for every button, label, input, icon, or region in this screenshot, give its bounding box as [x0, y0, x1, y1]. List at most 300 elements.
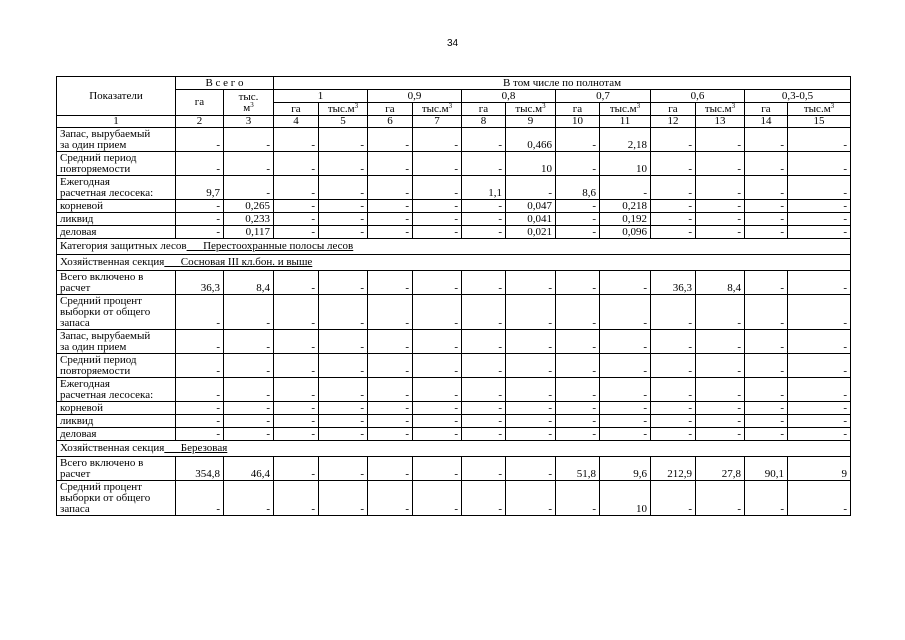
row-label: ликвид: [57, 213, 176, 226]
table-row: [57, 330, 851, 354]
cell-value: -: [600, 415, 651, 428]
subheader-volume: $тыс.м^3$: [600, 103, 651, 116]
cell-value: -: [745, 295, 788, 330]
page-number: 34: [446, 38, 459, 49]
row-label: Средний процент выборки от общего запаса: [57, 481, 176, 516]
subheader-volume: $тыс.м^3$: [319, 103, 368, 116]
cell-value: -: [651, 152, 696, 176]
cell-value: -: [745, 330, 788, 354]
cell-value: -: [274, 481, 319, 516]
cell-value: 51,8: [556, 457, 600, 481]
cell-value: -: [745, 354, 788, 378]
cell-value: -: [319, 295, 368, 330]
cell-value: -: [274, 378, 319, 402]
section-row: [57, 441, 851, 457]
cell-value: -: [462, 271, 506, 295]
cell-value: -: [506, 415, 556, 428]
cell-value: -: [176, 402, 224, 415]
cell-value: -: [745, 378, 788, 402]
cell-value: -: [413, 128, 462, 152]
cell-value: -: [696, 402, 745, 415]
cell-value: -: [462, 213, 506, 226]
cell-value: -: [745, 271, 788, 295]
cell-value: -: [368, 271, 413, 295]
cell-value: -: [319, 226, 368, 239]
column-number: 10: [556, 116, 600, 128]
cell-value: -: [274, 428, 319, 441]
cell-value: -: [696, 481, 745, 516]
column-number: 3: [224, 116, 274, 128]
density-group: 0,9: [368, 90, 462, 103]
cell-value: 354,8: [176, 457, 224, 481]
cell-value: -: [600, 330, 651, 354]
cell-value: -: [462, 402, 506, 415]
cell-value: -: [788, 330, 851, 354]
subheader-volume: $тыс.м^3$: [696, 103, 745, 116]
subheader-volume: $тыс.м^3$: [788, 103, 851, 116]
cell-value: -: [788, 402, 851, 415]
cell-value: -: [274, 354, 319, 378]
cell-value: -: [319, 428, 368, 441]
cell-value: -: [651, 330, 696, 354]
category-row-value: Перестоохранные полосы лесов: [203, 240, 354, 252]
cell-value: -: [556, 428, 600, 441]
cell-value: 36,3: [176, 271, 224, 295]
cell-value: -: [600, 354, 651, 378]
table-row: [57, 402, 851, 415]
table-body: [57, 128, 851, 516]
cell-value: -: [176, 200, 224, 213]
cell-value: -: [462, 152, 506, 176]
table-header: [57, 77, 851, 128]
cell-value: -: [556, 378, 600, 402]
cell-value: -: [368, 457, 413, 481]
cell-value: -: [319, 176, 368, 200]
cell-value: -: [413, 295, 462, 330]
cell-value: -: [745, 200, 788, 213]
cell-value: -: [368, 330, 413, 354]
cell-value: -: [745, 128, 788, 152]
column-number: 8: [462, 116, 506, 128]
column-number: 9: [506, 116, 556, 128]
row-label: Запас, вырубаемый за один прием: [57, 128, 176, 152]
cell-value: -: [224, 354, 274, 378]
cell-value: -: [600, 428, 651, 441]
cell-value: -: [788, 295, 851, 330]
cutting-area-table: [56, 76, 851, 516]
cell-value: -: [600, 271, 651, 295]
table-row: [57, 226, 851, 239]
table-row: [57, 378, 851, 402]
cell-value: -: [556, 226, 600, 239]
table-row: [57, 415, 851, 428]
cell-value: -: [176, 354, 224, 378]
cell-value: 212,9: [651, 457, 696, 481]
cell-value: 10: [600, 481, 651, 516]
cell-value: -: [224, 428, 274, 441]
cell-value: 0,233: [224, 213, 274, 226]
cell-value: -: [651, 428, 696, 441]
cell-value: -: [556, 330, 600, 354]
cell-value: -: [696, 330, 745, 354]
cell-value: -: [600, 378, 651, 402]
cell-value: -: [319, 354, 368, 378]
cell-value: -: [696, 378, 745, 402]
cell-value: 90,1: [745, 457, 788, 481]
cell-value: 10: [600, 152, 651, 176]
cell-value: -: [368, 152, 413, 176]
cell-value: -: [788, 378, 851, 402]
cell-value: 0,117: [224, 226, 274, 239]
cell-value: -: [413, 354, 462, 378]
column-number: 12: [651, 116, 696, 128]
column-number: 6: [368, 116, 413, 128]
cell-value: -: [651, 128, 696, 152]
cell-value: 0,047: [506, 200, 556, 213]
cell-value: -: [788, 428, 851, 441]
cell-value: -: [413, 402, 462, 415]
cell-value: -: [745, 226, 788, 239]
cell-value: -: [413, 428, 462, 441]
cell-value: -: [506, 295, 556, 330]
cell-value: -: [224, 128, 274, 152]
cell-value: -: [506, 402, 556, 415]
row-label: Ежегодная расчетная лесосека:: [57, 378, 176, 402]
cell-value: 9,6: [600, 457, 651, 481]
cell-value: -: [462, 481, 506, 516]
cell-value: 0,041: [506, 213, 556, 226]
cell-value: -: [745, 176, 788, 200]
cell-value: -: [274, 415, 319, 428]
cell-value: -: [368, 402, 413, 415]
cell-value: -: [413, 226, 462, 239]
cell-value: -: [651, 295, 696, 330]
cell-value: -: [506, 330, 556, 354]
cell-value: -: [696, 295, 745, 330]
column-number: 1: [57, 116, 176, 128]
table-row: [57, 271, 851, 295]
cell-value: -: [462, 200, 506, 213]
row-label: Средний период повторяемости: [57, 152, 176, 176]
cell-value: 0,466: [506, 128, 556, 152]
column-number: 15: [788, 116, 851, 128]
cell-value: -: [788, 152, 851, 176]
cell-value: -: [556, 481, 600, 516]
cell-value: -: [274, 402, 319, 415]
cell-value: 0,192: [600, 213, 651, 226]
density-group: 0,8: [462, 90, 556, 103]
cell-value: -: [651, 200, 696, 213]
cell-value: -: [368, 226, 413, 239]
cell-value: -: [788, 271, 851, 295]
density-group: 0,3-0,5: [745, 90, 851, 103]
cell-value: -: [462, 128, 506, 152]
cell-value: -: [600, 295, 651, 330]
cell-value: -: [462, 457, 506, 481]
cell-value: -: [274, 128, 319, 152]
cell-value: -: [556, 213, 600, 226]
cell-value: -: [413, 415, 462, 428]
row-label: корневой: [57, 200, 176, 213]
cell-value: -: [274, 330, 319, 354]
cell-value: -: [745, 415, 788, 428]
cell-value: -: [651, 213, 696, 226]
cell-value: -: [368, 176, 413, 200]
cell-value: -: [319, 378, 368, 402]
row-label: Всего включено в расчет: [57, 271, 176, 295]
cell-value: -: [176, 481, 224, 516]
cell-value: 27,8: [696, 457, 745, 481]
cell-value: -: [696, 428, 745, 441]
subheader-ga: га: [368, 103, 413, 116]
row-label: Средний период повторяемости: [57, 354, 176, 378]
cell-value: 9,7: [176, 176, 224, 200]
cell-value: 9: [788, 457, 851, 481]
header-by-density: В том числе по полнотам: [274, 77, 851, 90]
column-number: 5: [319, 116, 368, 128]
cell-value: -: [368, 415, 413, 428]
cell-value: -: [176, 330, 224, 354]
cell-value: -: [788, 481, 851, 516]
cell-value: -: [462, 354, 506, 378]
cell-value: -: [556, 295, 600, 330]
cell-value: -: [788, 354, 851, 378]
table-row: [57, 457, 851, 481]
cell-value: 46,4: [224, 457, 274, 481]
table-row: [57, 481, 851, 516]
row-label: ликвид: [57, 415, 176, 428]
header-indicators: Показатели: [57, 77, 176, 116]
row-label: Средний процент выборки от общего запаса: [57, 295, 176, 330]
cell-value: 2,18: [600, 128, 651, 152]
cell-value: -: [651, 176, 696, 200]
cell-value: -: [696, 354, 745, 378]
cell-value: -: [224, 176, 274, 200]
cell-value: -: [745, 428, 788, 441]
cell-value: -: [696, 415, 745, 428]
cell-value: -: [176, 415, 224, 428]
cell-value: -: [224, 415, 274, 428]
cell-value: -: [651, 354, 696, 378]
cell-value: -: [319, 152, 368, 176]
cell-value: -: [176, 295, 224, 330]
cell-value: -: [224, 378, 274, 402]
cell-value: -: [274, 271, 319, 295]
subheader-ga: га: [745, 103, 788, 116]
cell-value: -: [274, 295, 319, 330]
category-row: [57, 239, 851, 255]
cell-value: 8,6: [556, 176, 600, 200]
column-number: 13: [696, 116, 745, 128]
cell-value: -: [319, 200, 368, 213]
cell-value: -: [745, 213, 788, 226]
cell-value: -: [368, 295, 413, 330]
cell-value: -: [651, 402, 696, 415]
cell-value: -: [600, 402, 651, 415]
cell-value: -: [274, 152, 319, 176]
subheader-volume: $тыс.м^3$: [506, 103, 556, 116]
table-row: [57, 128, 851, 152]
cell-value: -: [506, 176, 556, 200]
table-row: [57, 428, 851, 441]
cell-value: -: [462, 378, 506, 402]
row-label: Всего включено в расчет: [57, 457, 176, 481]
cell-value: -: [274, 200, 319, 213]
cell-value: -: [696, 128, 745, 152]
cell-value: -: [506, 457, 556, 481]
cell-value: -: [319, 402, 368, 415]
column-numbers-row: [57, 116, 851, 128]
cell-value: -: [368, 378, 413, 402]
cell-value: -: [274, 226, 319, 239]
section-row-label: Хозяйственная секция: [60, 442, 165, 454]
column-number: 4: [274, 116, 319, 128]
header-total-volume: тыс. $м^3$: [224, 90, 274, 116]
cell-value: -: [319, 415, 368, 428]
cell-value: -: [462, 330, 506, 354]
cell-value: 1,1: [462, 176, 506, 200]
cell-value: -: [745, 481, 788, 516]
cell-value: -: [651, 481, 696, 516]
cell-value: -: [462, 226, 506, 239]
cell-value: -: [506, 378, 556, 402]
cell-value: -: [788, 128, 851, 152]
cell-value: -: [176, 428, 224, 441]
cell-value: -: [176, 128, 224, 152]
cell-value: -: [319, 330, 368, 354]
density-group: 0,7: [556, 90, 651, 103]
table-row: [57, 295, 851, 330]
cell-value: -: [413, 176, 462, 200]
header-total: В с е г о: [176, 77, 274, 90]
cell-value: -: [413, 457, 462, 481]
column-number: 11: [600, 116, 651, 128]
cell-value: -: [224, 295, 274, 330]
cell-value: -: [556, 200, 600, 213]
cell-value: -: [176, 152, 224, 176]
cell-value: 8,4: [224, 271, 274, 295]
cell-value: -: [413, 481, 462, 516]
cell-value: -: [651, 378, 696, 402]
cell-value: -: [696, 176, 745, 200]
density-group: 0,6: [651, 90, 745, 103]
subheader-ga: га: [462, 103, 506, 116]
cell-value: -: [696, 226, 745, 239]
cell-value: -: [788, 200, 851, 213]
cell-value: -: [274, 457, 319, 481]
cell-value: 0,096: [600, 226, 651, 239]
subheader-volume: $тыс.м^3$: [413, 103, 462, 116]
section-row-value: Сосновая III кл.бон. и выше: [180, 256, 313, 268]
cell-value: -: [413, 271, 462, 295]
subheader-ga: га: [651, 103, 696, 116]
cell-value: -: [506, 481, 556, 516]
cell-value: -: [319, 128, 368, 152]
cell-value: -: [176, 378, 224, 402]
cell-value: -: [788, 415, 851, 428]
cell-value: -: [506, 271, 556, 295]
cell-value: -: [368, 213, 413, 226]
row-label: Запас, вырубаемый за один прием: [57, 330, 176, 354]
table-row: [57, 354, 851, 378]
section-row-label: Хозяйственная секция: [60, 256, 165, 268]
cell-value: -: [368, 428, 413, 441]
row-label: Ежегодная расчетная лесосека:: [57, 176, 176, 200]
cell-value: -: [462, 415, 506, 428]
cell-value: -: [462, 428, 506, 441]
cell-value: -: [745, 402, 788, 415]
header-total-ga: га: [176, 90, 224, 116]
cell-value: -: [319, 213, 368, 226]
cell-value: -: [319, 271, 368, 295]
cell-value: -: [413, 213, 462, 226]
column-number: 14: [745, 116, 788, 128]
cell-value: -: [368, 200, 413, 213]
cell-value: -: [413, 378, 462, 402]
cell-value: -: [413, 200, 462, 213]
cell-value: -: [274, 213, 319, 226]
cell-value: -: [556, 402, 600, 415]
cell-value: -: [368, 481, 413, 516]
subheader-ga: га: [274, 103, 319, 116]
cell-value: 0,265: [224, 200, 274, 213]
cell-value: 10: [506, 152, 556, 176]
cell-value: -: [788, 176, 851, 200]
cell-value: -: [556, 271, 600, 295]
density-group: 1: [274, 90, 368, 103]
cell-value: -: [224, 330, 274, 354]
cell-value: -: [556, 354, 600, 378]
column-number: 7: [413, 116, 462, 128]
cell-value: -: [224, 152, 274, 176]
cell-value: -: [224, 481, 274, 516]
cell-value: -: [696, 200, 745, 213]
cell-value: -: [788, 213, 851, 226]
category-row-label: Категория защитных лесов: [60, 240, 187, 252]
section-row: [57, 255, 851, 271]
subheader-ga: га: [556, 103, 600, 116]
section-row-value: Березовая: [180, 442, 228, 454]
table-row: [57, 213, 851, 226]
cell-value: -: [176, 213, 224, 226]
cell-value: -: [651, 415, 696, 428]
cell-value: -: [745, 152, 788, 176]
cell-value: -: [224, 402, 274, 415]
cell-value: 8,4: [696, 271, 745, 295]
cell-value: -: [651, 226, 696, 239]
row-label: деловая: [57, 428, 176, 441]
cell-value: -: [556, 415, 600, 428]
row-label: корневой: [57, 402, 176, 415]
cell-value: -: [368, 128, 413, 152]
cell-value: -: [600, 176, 651, 200]
cell-value: -: [506, 354, 556, 378]
cell-value: 0,021: [506, 226, 556, 239]
cell-value: -: [413, 152, 462, 176]
cell-value: -: [556, 128, 600, 152]
cell-value: -: [696, 213, 745, 226]
cell-value: -: [368, 354, 413, 378]
cell-value: -: [506, 428, 556, 441]
cell-value: -: [413, 330, 462, 354]
cell-value: -: [274, 176, 319, 200]
cell-value: -: [556, 152, 600, 176]
cell-value: 36,3: [651, 271, 696, 295]
column-number: 2: [176, 116, 224, 128]
table-row: [57, 200, 851, 213]
cell-value: -: [176, 226, 224, 239]
cell-value: -: [696, 152, 745, 176]
